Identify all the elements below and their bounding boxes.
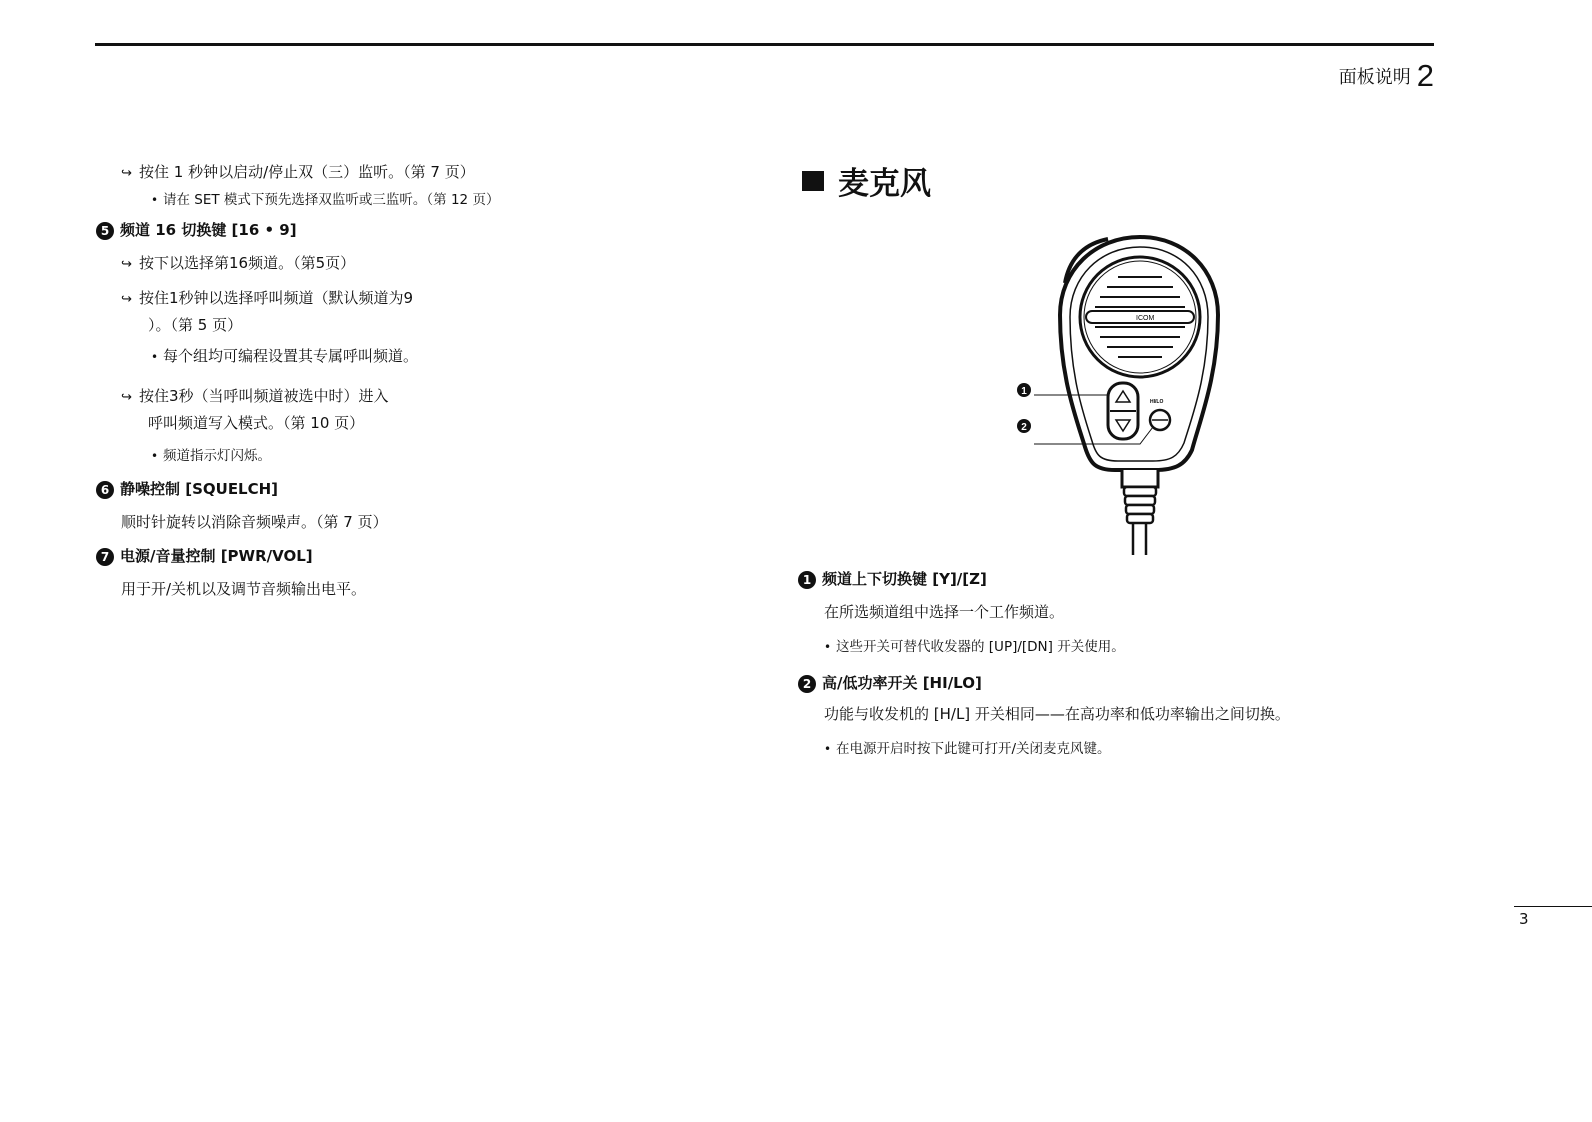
bullet-icon: • (824, 742, 832, 756)
paragraph: 顺时针旋转以消除音频噪声。（第 7 页） (121, 513, 388, 531)
bullet-icon: • (151, 449, 159, 463)
section-title: 麦克风 (802, 158, 931, 203)
list-item: ↪ 按住 1 秒钟以启动/停止双（三）监听。（第 7 页） (121, 162, 475, 184)
list-item: • 在电源开启时按下此键可打开/关闭麦克风键。 (824, 741, 1111, 757)
item-heading: 2 高/低功率开关 [HI/LO] (798, 673, 982, 693)
item-heading: 1 频道上下切换键 [Y]/[Z] (798, 569, 987, 589)
number-badge: 2 (798, 675, 816, 693)
list-item: ↪ 按住1秒钟以选择呼叫频道（默认频道为9 (121, 288, 413, 310)
bullet-icon: • (151, 193, 159, 207)
section-heading: 7 电源/音量控制 [PWR/VOL] (96, 546, 313, 566)
paragraph: 用于开/关机以及调节音频输出电平。 (121, 580, 367, 598)
list-item: • 每个组均可编程设置其专属呼叫频道。 (151, 347, 419, 365)
paragraph: 功能与收发机的 [H/L] 开关相同——在高功率和低功率输出之间切换。 (824, 705, 1290, 723)
footer-rule (1514, 906, 1592, 907)
number-badge: 5 (96, 222, 114, 240)
section-heading: 6 静噪控制 [SQUELCH] (96, 479, 278, 499)
mic-logo: ICOM (1136, 315, 1155, 322)
list-item-continued: 呼叫频道写入模式。（第 10 页） (148, 414, 365, 432)
header-title: 面板说明 (1338, 67, 1411, 88)
arrow-icon: ↪ (121, 166, 132, 181)
bullet-icon: • (151, 350, 159, 364)
list-item: • 这些开关可替代收发器的 [UP]/[DN] 开关使用。 (824, 639, 1125, 655)
chapter-number: 2 (1416, 58, 1434, 93)
arrow-icon: ↪ (121, 390, 132, 405)
paragraph: 在所选频道组中选择一个工作频道。 (824, 603, 1065, 621)
bullet-icon: • (824, 640, 832, 654)
list-item: • 请在 SET 模式下预先选择双监听或三监听。（第 12 页） (151, 192, 500, 208)
section-heading: 5 频道 16 切换键 [16 • 9] (96, 220, 297, 240)
arrow-icon: ↪ (121, 292, 132, 307)
page-number: 3 (1519, 910, 1529, 928)
svg-text:2: 2 (1021, 422, 1027, 433)
page-header (1339, 58, 1434, 94)
microphone-illustration (1000, 225, 1240, 565)
svg-text:1: 1 (1021, 386, 1027, 397)
arrow-icon: ↪ (121, 257, 132, 272)
list-item: ↪ 按住3秒（当呼叫频道被选中时）进入 (121, 386, 389, 408)
list-item-continued: ）。（第 5 页） (148, 316, 243, 334)
number-badge: 6 (96, 481, 114, 499)
number-badge: 7 (96, 548, 114, 566)
list-item: • 频道指示灯闪烁。 (151, 448, 271, 464)
hilo-label: HI/LO (1150, 399, 1164, 405)
number-badge: 1 (798, 571, 816, 589)
list-item: ↪ 按下以选择第16频道。（第5页） (121, 253, 355, 275)
top-rule (95, 43, 1434, 46)
square-bullet-icon (802, 171, 824, 191)
